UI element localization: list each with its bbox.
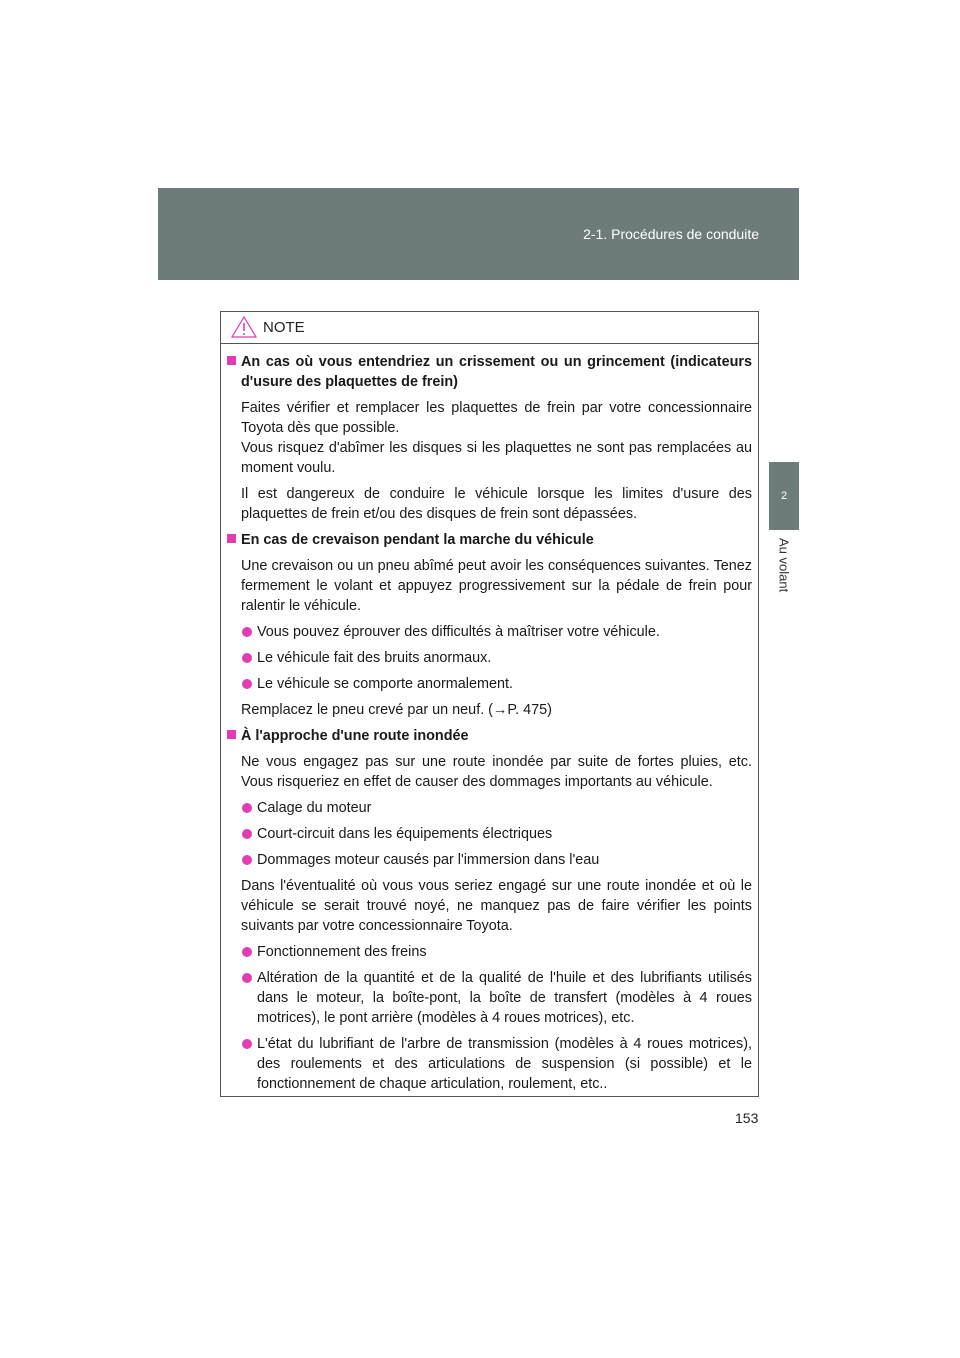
section-heading: En cas de crevaison pendant la marche du véhicule [225,530,752,550]
square-bullet-icon [227,730,236,739]
list-item: Le véhicule fait des bruits anormaux. [225,648,752,668]
list-item: Vous pouvez éprouver des difficultés à maîtriser votre véhicule. [225,622,752,642]
round-bullet-icon [242,679,252,689]
round-bullet-icon [242,803,252,813]
section-title: 2-1. Procédures de conduite [583,226,759,242]
list-item: Court-circuit dans les équipements électriques [225,824,752,844]
list-item: Fonctionnement des freins [225,942,752,962]
paragraph: Ne vous engagez pas sur une route inondée par suite de fortes pluies, etc. Vous risqueriez en effet de causer des dommages importants au véhicule. [241,754,752,790]
round-bullet-icon [242,947,252,957]
note-body [221,352,758,1100]
paragraph: Faites vérifier et remplacer les plaquettes de frein par votre concessionnaire Toyota dès que possible. Vous risquez d'abîmer les disques si les plaquettes ne sont pas remplacées au moment voulu. [241,400,752,476]
round-bullet-icon [242,653,252,663]
round-bullet-icon [242,829,252,839]
square-bullet-icon [227,534,236,543]
square-bullet-icon [227,356,236,365]
note-header [221,312,758,344]
section-heading: À l'approche d'une route inondée [225,726,752,746]
round-bullet-icon [242,855,252,865]
round-bullet-icon [242,973,252,983]
paragraph: Dans l'éventualité où vous vous seriez engagé sur une route inondée et où le véhicule se serait trouvé noyé, ne manquez pas de faire vérifier les points suivants par votre concessionnaire Toyota. [241,878,752,934]
paragraph: Il est dangereux de conduire le véhicule lorsque les limites d'usure des plaquettes de frein et/ou des disques de frein sont dépassées. [241,486,752,522]
list-item: Le véhicule se comporte anormalement. [225,674,752,694]
note-box [220,311,759,1097]
list-item: Calage du moteur [225,798,752,818]
round-bullet-icon [242,627,252,637]
note-label: NOTE [263,319,305,336]
chapter-label: Au volant [776,538,792,593]
warning-icon [231,316,257,343]
header-band [158,188,799,280]
chapter-tab: 2 [769,462,799,530]
section-heading: An cas où vous entendriez un crissement ou un grincement (indicateurs d'usure des plaquettes de frein) [225,352,752,392]
list-item: Dommages moteur causés par l'immersion dans l'eau [225,850,752,870]
paragraph: Remplacez le pneu crevé par un neuf. (→P. 475) [241,702,552,718]
paragraph: Une crevaison ou un pneu abîmé peut avoir les conséquences suivantes. Tenez fermement le volant et appuyez progressivement sur la pédale de frein pour ralentir le véhicule. [241,558,752,614]
list-item: L'état du lubrifiant de l'arbre de transmission (modèles à 4 roues motrices), des roulements et des articulations de suspension (si possible) et le fonctionnement de chaque articulation, roulement, etc.. [225,1034,752,1094]
page-number: 153 [735,1110,759,1126]
list-item: Altération de la quantité et de la qualité de l'huile et des lubrifiants utilisés dans le moteur, la boîte-pont, la boîte de transfert (modèles à 4 roues motrices), le pont arrière (modèles à 4 roues motrices), etc. [225,968,752,1028]
round-bullet-icon [242,1039,252,1049]
